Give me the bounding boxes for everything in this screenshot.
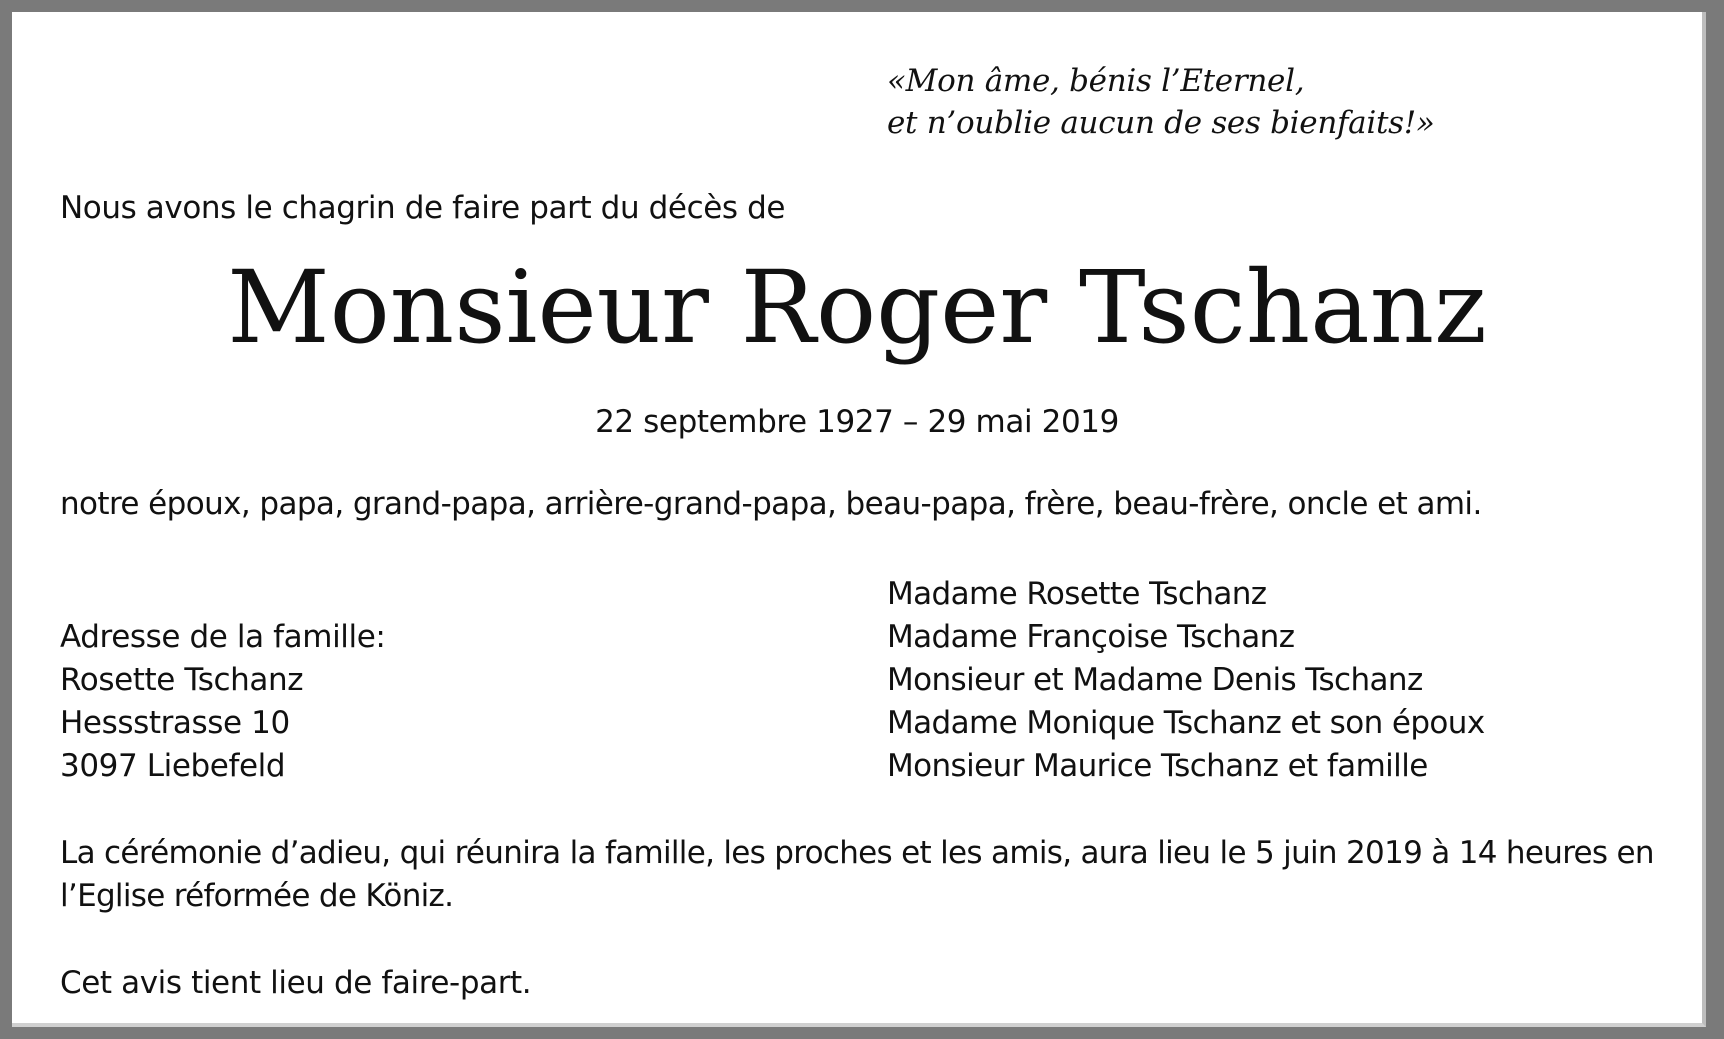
intro-text: Nous avons le chagrin de faire part du décès de (60, 190, 786, 226)
address-line: Hessstrasse 10 (60, 705, 290, 741)
ceremony-details: La cérémonie d’adieu, qui réunira la famille, les proches et les amis, aura lieu le 5 juin 2019 à 14 heures en l’Eglise réformée de Köniz. (60, 835, 1654, 914)
mourners-list (887, 573, 1485, 788)
mourner-entry: Monsieur et Madame Denis Tschanz (887, 662, 1423, 698)
address-line: Rosette Tschanz (60, 662, 304, 698)
document-page (12, 12, 1706, 1027)
mourner-entry: Madame Françoise Tschanz (887, 619, 1295, 655)
mourner-entry: Monsieur Maurice Tschanz et famille (887, 748, 1428, 784)
obituary-notice (12, 12, 1702, 1023)
deceased-name: Monsieur Roger Tschanz (227, 249, 1487, 366)
family-address (60, 616, 385, 788)
address-line: 3097 Liebefeld (60, 748, 286, 784)
life-dates: 22 septembre 1927 – 29 mai 2019 (595, 404, 1119, 440)
mourner-entry: Madame Monique Tschanz et son époux (887, 705, 1485, 741)
bible-quote-line-1: «Mon âme, bénis l’Eternel, (887, 63, 1305, 99)
relations-text: notre époux, papa, grand-papa, arrière-grand-papa, beau-papa, frère, beau-frère, oncle et ami. (60, 486, 1482, 522)
bible-quote-line-2: et n’oublie aucun de ses bienfaits!» (887, 105, 1435, 141)
address-label: Adresse de la famille: (60, 619, 386, 655)
mourner-entry: Madame Rosette Tschanz (887, 576, 1267, 612)
bible-quote (887, 60, 1435, 144)
closing-note: Cet avis tient lieu de faire-part. (60, 965, 532, 1001)
